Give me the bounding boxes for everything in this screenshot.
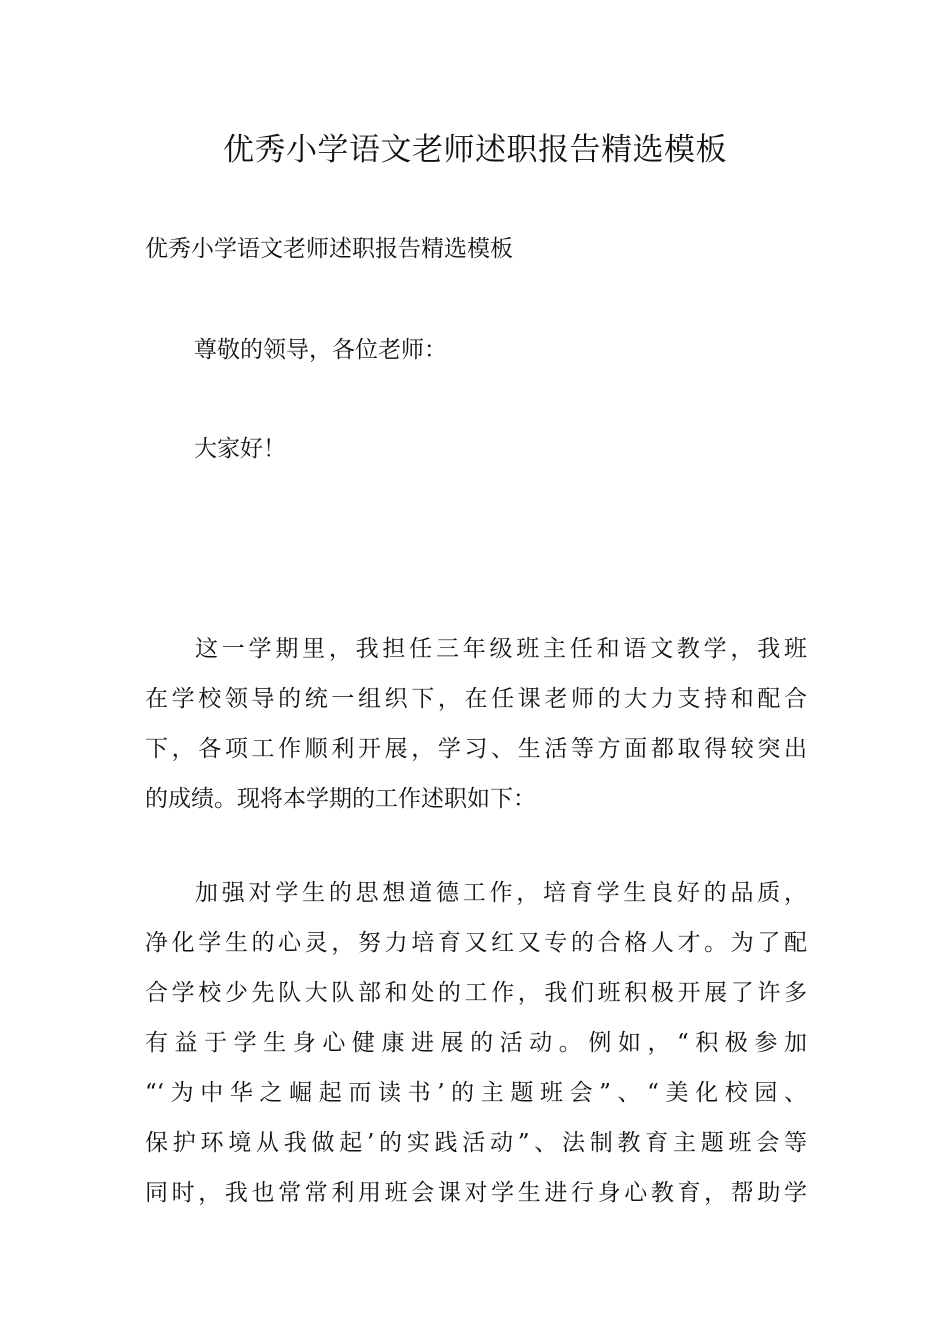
paragraph-line: “‘为中华之崛起而读书’的主题班会”、“美化校园、	[145, 1080, 807, 1106]
paragraph-line: 这一学期里，我担任三年级班主任和语文教学，我班	[195, 636, 807, 662]
paragraph-line: 有益于学生身心健康进展的活动。例如，“积极参加	[145, 1030, 807, 1056]
salutation: 尊敬的领导，各位老师：	[194, 337, 447, 363]
paragraph-line: 的成绩。现将本学期的工作述职如下：	[145, 786, 536, 812]
greeting: 大家好！	[194, 436, 286, 462]
paragraph-line: 保护环境从我做起’的实践活动”、法制教育主题班会等	[145, 1130, 807, 1156]
paragraph-line: 同时，我也常常利用班会课对学生进行身心教育，帮助学	[145, 1180, 807, 1206]
paragraph-2	[145, 877, 807, 1227]
document-subtitle: 优秀小学语文老师述职报告精选模板	[145, 236, 513, 262]
paragraph-line: 加强对学生的思想道德工作，培育学生良好的品质，	[195, 880, 807, 906]
document-title: 优秀小学语文老师述职报告精选模板	[223, 132, 727, 168]
paragraph-line: 合学校少先队大队部和处的工作，我们班积极开展了许多	[145, 980, 807, 1006]
paragraph-1	[145, 633, 807, 833]
paragraph-line: 下，各项工作顺利开展，学习、生活等方面都取得较突出	[145, 736, 807, 762]
paragraph-line: 净化学生的心灵，努力培育又红又专的合格人才。为了配	[145, 930, 807, 956]
paragraph-line: 在学校领导的统一组织下，在任课老师的大力支持和配合	[145, 686, 807, 712]
